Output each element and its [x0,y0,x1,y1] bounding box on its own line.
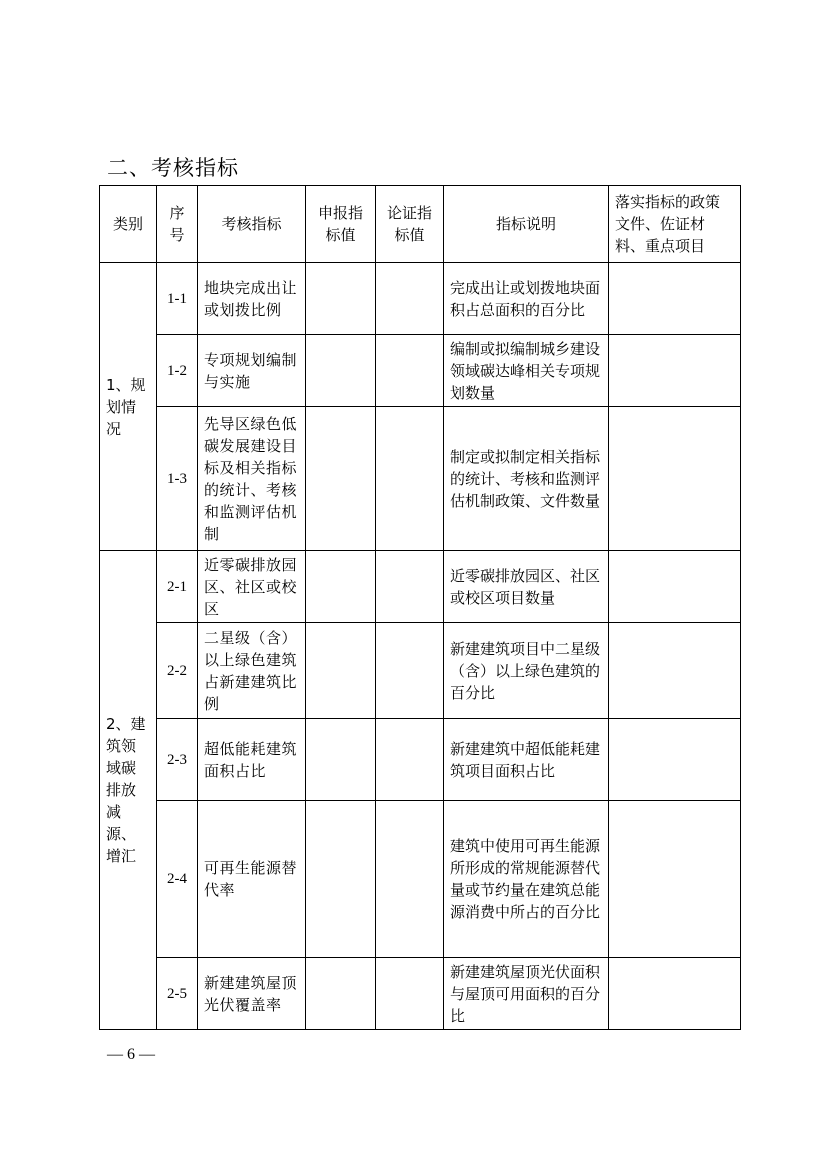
header-description: 指标说明 [444,186,609,263]
table-row [100,335,741,407]
verified-value-cell [376,719,444,801]
table-row [100,551,741,623]
row-number: 1-3 [157,407,198,551]
row-number: 1-1 [157,263,198,335]
row-number: 2-1 [157,551,198,623]
verified-value-cell [376,407,444,551]
header-serial: 序号 [157,186,198,263]
verified-value-cell [376,958,444,1030]
reported-value-cell [306,623,376,719]
supporting-docs-cell [609,958,741,1030]
indicator-name: 超低能耗建筑面积占比 [198,719,306,801]
supporting-docs-cell [609,407,741,551]
table-row [100,719,741,801]
indicator-name: 专项规划编制与实施 [198,335,306,407]
reported-value-cell [306,407,376,551]
supporting-docs-cell [609,623,741,719]
indicator-name: 可再生能源替代率 [198,801,306,958]
reported-value-cell [306,551,376,623]
category-cell: 1、规划情况 [100,263,157,551]
reported-value-cell [306,335,376,407]
indicator-name: 二星级（含）以上绿色建筑占新建建筑比例 [198,623,306,719]
indicator-description: 编制或拟编制城乡建设领域碳达峰相关专项规划数量 [444,335,609,407]
reported-value-cell [306,958,376,1030]
header-indicator: 考核指标 [198,186,306,263]
table-row [100,958,741,1030]
supporting-docs-cell [609,719,741,801]
header-verified-value: 论证指标值 [376,186,444,263]
indicator-name: 新建建筑屋顶光伏覆盖率 [198,958,306,1030]
supporting-docs-cell [609,551,741,623]
indicator-description: 建筑中使用可再生能源所形成的常规能源替代量或节约量在建筑总能源消费中所占的百分比 [444,801,609,958]
row-number: 2-4 [157,801,198,958]
category-cell: 2、建筑领域碳排放减源、增汇 [100,551,157,1030]
verified-value-cell [376,623,444,719]
table-row [100,801,741,958]
row-number: 2-5 [157,958,198,1030]
reported-value-cell [306,719,376,801]
supporting-docs-cell [609,335,741,407]
row-number: 2-3 [157,719,198,801]
header-supporting-docs: 落实指标的政策文件、佐证材料、重点项目 [609,186,741,263]
indicator-description: 近零碳排放园区、社区或校区项目数量 [444,551,609,623]
indicator-description: 完成出让或划拨地块面积占总面积的百分比 [444,263,609,335]
section-title: 二、考核指标 [107,156,239,180]
reported-value-cell [306,263,376,335]
verified-value-cell [376,335,444,407]
indicator-table [99,185,741,1030]
indicator-description: 制定或拟制定相关指标的统计、考核和监测评估机制政策、文件数量 [444,407,609,551]
indicator-name: 近零碳排放园区、社区或校区 [198,551,306,623]
supporting-docs-cell [609,801,741,958]
header-reported-value: 申报指标值 [306,186,376,263]
verified-value-cell [376,551,444,623]
verified-value-cell [376,263,444,335]
row-number: 2-2 [157,623,198,719]
indicator-description: 新建建筑中超低能耗建筑项目面积占比 [444,719,609,801]
table-row [100,407,741,551]
table-row [100,623,741,719]
header-category: 类别 [100,186,157,263]
indicator-name: 先导区绿色低碳发展建设目标及相关指标的统计、考核和监测评估机制 [198,407,306,551]
verified-value-cell [376,801,444,958]
page-number: — 6 — [107,1046,155,1063]
indicator-description: 新建建筑屋顶光伏面积与屋顶可用面积的百分比 [444,958,609,1030]
indicator-description: 新建建筑项目中二星级（含）以上绿色建筑的百分比 [444,623,609,719]
table-row [100,263,741,335]
row-number: 1-2 [157,335,198,407]
reported-value-cell [306,801,376,958]
header-row [100,186,741,263]
indicator-name: 地块完成出让或划拨比例 [198,263,306,335]
supporting-docs-cell [609,263,741,335]
